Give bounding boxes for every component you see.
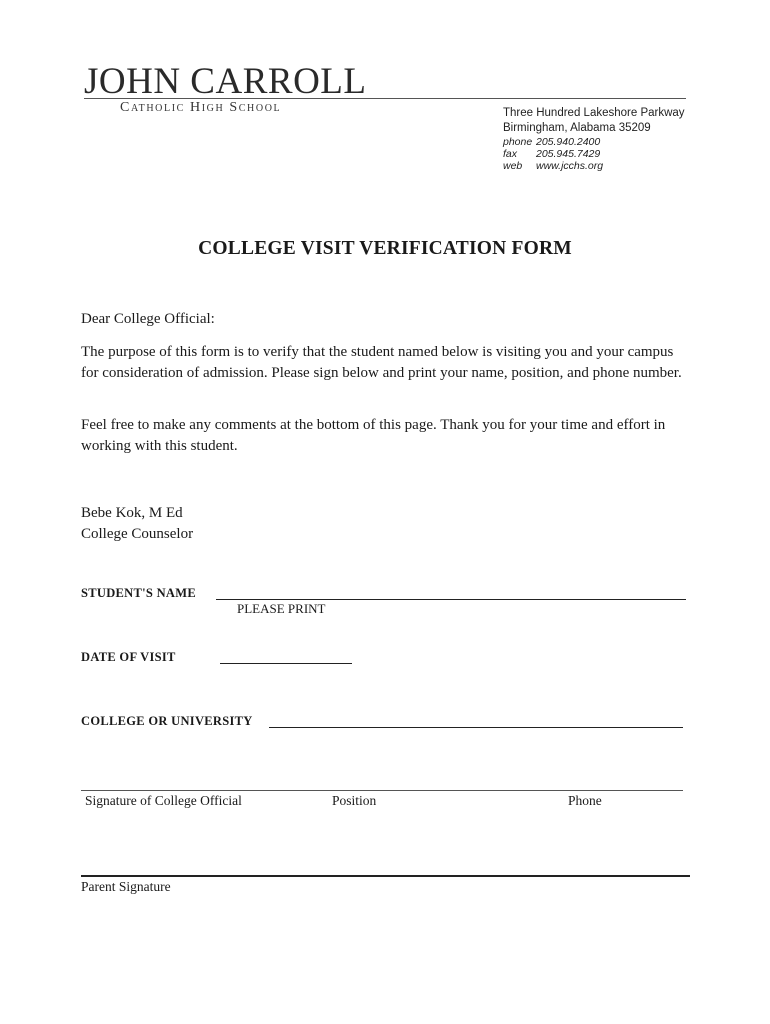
student-name-input-line[interactable] [216, 599, 686, 600]
parent-signature-label: Parent Signature [81, 879, 171, 894]
address-line-2: Birmingham, Alabama 35209 [503, 122, 651, 134]
college-label: COLLEGE OR UNIVERSITY [81, 714, 253, 728]
date-of-visit-label: DATE OF VISIT [81, 650, 176, 664]
date-of-visit-input-line[interactable] [220, 663, 352, 664]
phone-label: phone [503, 136, 533, 148]
comments-paragraph: Feel free to make any comments at the bottom of this page. Thank you for your time and effort in working with this student. [81, 417, 666, 454]
fax-label: fax [503, 148, 518, 160]
address-line-1: Three Hundred Lakeshore Parkway [503, 107, 685, 119]
web-value[interactable]: www.jcchs.org [536, 160, 604, 172]
signer-title: College Counselor [81, 526, 194, 542]
student-name-hint: PLEASE PRINT [237, 601, 326, 616]
parent-signature-line[interactable] [81, 875, 690, 877]
signer-name: Bebe Kok, M Ed [81, 505, 183, 521]
position-label: Position [332, 793, 377, 808]
fax-value: 205.945.7429 [536, 148, 601, 160]
student-name-label: STUDENT'S NAME [81, 586, 196, 600]
school-logo-name: JOHN CARROLL [84, 61, 367, 102]
form-title: COLLEGE VISIT VERIFICATION FORM [198, 238, 572, 259]
web-line [503, 159, 603, 173]
school-logo-subtitle: Catholic High School [120, 100, 282, 115]
phone-value: 205.940.2400 [536, 136, 601, 148]
salutation: Dear College Official: [81, 311, 215, 327]
intro-paragraph: The purpose of this form is to verify that the student named below is visiting you and your campus for consideration of admission. Please sign below and print your name, position, and phone number. [81, 344, 682, 381]
official-signature-label: Signature of College Official [85, 793, 242, 808]
official-signature-line[interactable] [81, 790, 683, 791]
letterhead-rule [84, 98, 686, 99]
phone-field-label: Phone [568, 793, 602, 808]
college-input-line[interactable] [269, 727, 683, 728]
web-label: web [503, 160, 523, 172]
